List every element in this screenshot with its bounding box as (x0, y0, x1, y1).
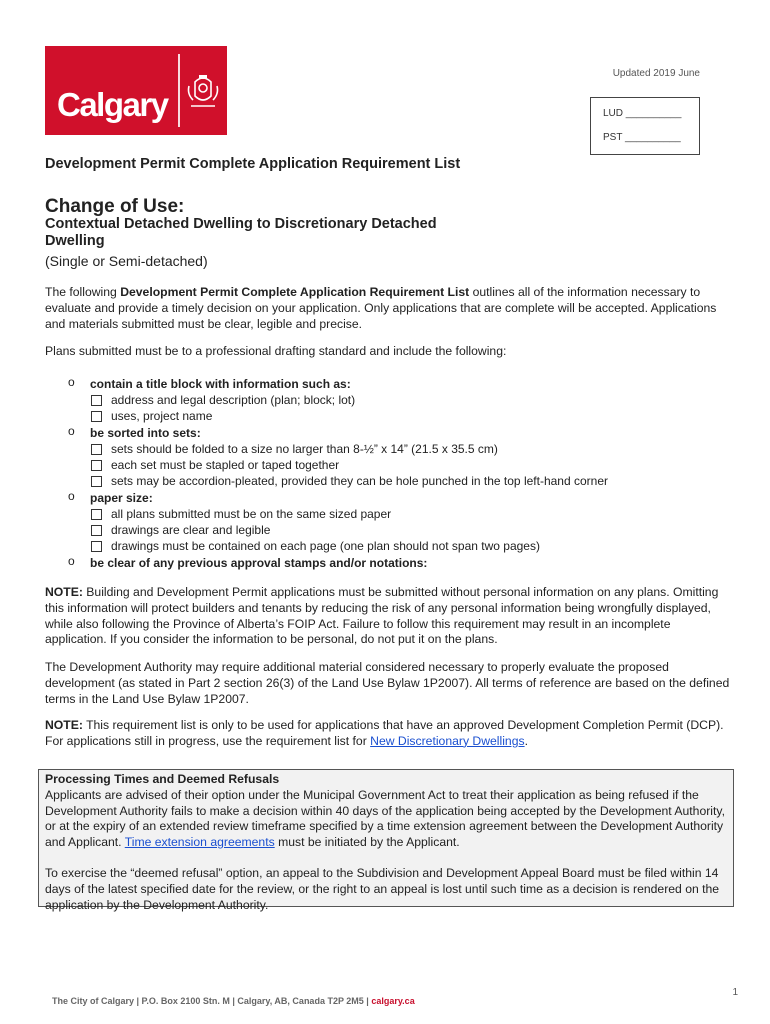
calgary-logo (45, 46, 227, 135)
note-dcp (45, 718, 735, 750)
checkbox[interactable] (91, 541, 102, 552)
requirement-item (91, 523, 270, 537)
requirement-item (91, 507, 391, 521)
requirement-item (91, 393, 355, 407)
requirement-item-label: sets should be folded to a size no larger than 8-½” x 14” (21.5 x 35.5 cm) (111, 442, 498, 456)
requirement-item-label: drawings are clear and legible (111, 523, 271, 537)
bullet-3: o (68, 489, 75, 503)
note-text: Building and Development Permit applications must be submitted without personal information on any plans. Omitting this information will protect builders and tenants by reducing the risk of any personal information being wrongfully displayed, while also following the Province of Alberta’s FOIP Act. Failure to follow this requirement may result in an incomplete application. If you consider the information to be personal, do not put it on the plans. (45, 585, 719, 647)
lud-pst-box (590, 97, 700, 155)
processing-heading: Processing Times and Deemed Refusals (45, 772, 280, 786)
requirement-item-label: sets may be accordion-pleated, provided they can be hole punched in the top left-hand corner (111, 474, 608, 488)
requirement-item-label: each set must be stapled or taped together (111, 458, 340, 472)
development-authority-paragraph: The Development Authority may require additional material considered necessary to properly evaluate the proposed development (as stated in Part 2 section 26(3) of the Land Use Bylaw 1P2007). All terms of reference are based on the defined terms in the Land Use Bylaw 1P2007. (45, 660, 730, 706)
intro-post: outlines all of the information necessary to evaluate and provide a timely decision on your application. Only applications that are complete will be accepted. Applications and materials submitted must be clear, legible and precise. (45, 285, 717, 331)
requirement-item (91, 474, 608, 488)
footer-text: The City of Calgary | P.O. Box 2100 Stn. M | Calgary, AB, Canada T2P 2M5 | (52, 996, 372, 1006)
requirement-item-label: uses, project name (111, 409, 213, 423)
document-title: Development Permit Complete Application Requirement List (45, 156, 461, 172)
note-label: NOTE: (45, 585, 83, 599)
requirement-item (91, 458, 339, 472)
checkbox[interactable] (91, 476, 102, 487)
intro-paragraph (45, 285, 735, 332)
checkbox[interactable] (91, 509, 102, 520)
note-text: This requirement list is only to be used for applications that have an approved Development Completion Permit (DCP). For applications still in progress, use the requirement list for (45, 718, 724, 748)
requirement-item-label: all plans submitted must be on the same sized paper (111, 507, 392, 521)
page-number: 1 (732, 987, 738, 998)
lud-field: LUD __________ (603, 108, 682, 119)
requirement-heading: be clear of any previous approval stamps and/or notations: (90, 556, 428, 570)
intro-pre: The following (45, 285, 121, 299)
calgary-ca-link[interactable]: calgary.ca (371, 996, 415, 1006)
footer (52, 996, 415, 1006)
note-end: . (524, 733, 528, 748)
checkbox[interactable] (91, 444, 102, 455)
page-title: Change of Use: (45, 196, 185, 217)
bullet-4: o (68, 554, 75, 568)
requirement-item (91, 539, 540, 553)
city-crest-icon (185, 72, 221, 110)
requirement-heading: be sorted into sets: (90, 426, 201, 440)
processing-times-box (38, 769, 734, 912)
logo-wordmark: Calgary (57, 86, 168, 123)
requirement-item-label: drawings must be contained on each page (one plan should not span two pages) (111, 539, 540, 553)
note-label: NOTE: (45, 718, 83, 732)
logo-divider (178, 54, 180, 127)
page-subtitle: Contextual Detached Dwelling to Discretionary Detached Dwelling (45, 216, 437, 249)
time-extension-agreements-link[interactable]: Time extension agreements (124, 835, 275, 850)
requirement-heading: paper size: (90, 491, 153, 505)
processing-paragraph-2: To exercise the “deemed refusal” option, an appeal to the Subdivision and Development Appeal Board must be filed within 14 days of the latest specified date for the review, or the right to an appeal is lost until such time as a decision is rendered on the application by the Development Authority. (45, 865, 720, 912)
note-personal-info (45, 585, 735, 648)
new-discretionary-dwellings-link[interactable]: New Discretionary Dwellings (370, 733, 525, 748)
requirement-heading: contain a title block with information such as: (90, 377, 351, 391)
checkbox[interactable] (91, 460, 102, 471)
checkbox[interactable] (91, 411, 102, 422)
checkbox[interactable] (91, 395, 102, 406)
page-subtitle-secondary: (Single or Semi-detached) (45, 253, 208, 269)
bullet-1: o (68, 375, 75, 389)
requirement-item (91, 409, 212, 423)
requirement-item (91, 442, 498, 456)
bullet-2: o (68, 424, 75, 438)
processing-text-end: must be initiated by the Applicant. (274, 835, 460, 850)
requirement-item-label: address and legal description (plan; block; lot) (111, 393, 356, 407)
intro-bold: Development Permit Complete Application Requirement List (120, 285, 470, 299)
updated-date: Updated 2019 June (612, 68, 700, 79)
plans-paragraph: Plans submitted must be to a professional drafting standard and include the following: (45, 344, 507, 358)
processing-paragraph-1 (45, 788, 729, 851)
checkbox[interactable] (91, 525, 102, 536)
processing-text: Applicants are advised of their option under the Municipal Government Act to treat their application as being refused if the Development Authority fails to make a decision within 40 days of the application being accepted by the Development Authority, or at the expiry of an extended review timeframe specified by a time extension agreement between the Development Authority and Applicant. (45, 787, 725, 850)
pst-field: PST __________ (603, 132, 681, 143)
